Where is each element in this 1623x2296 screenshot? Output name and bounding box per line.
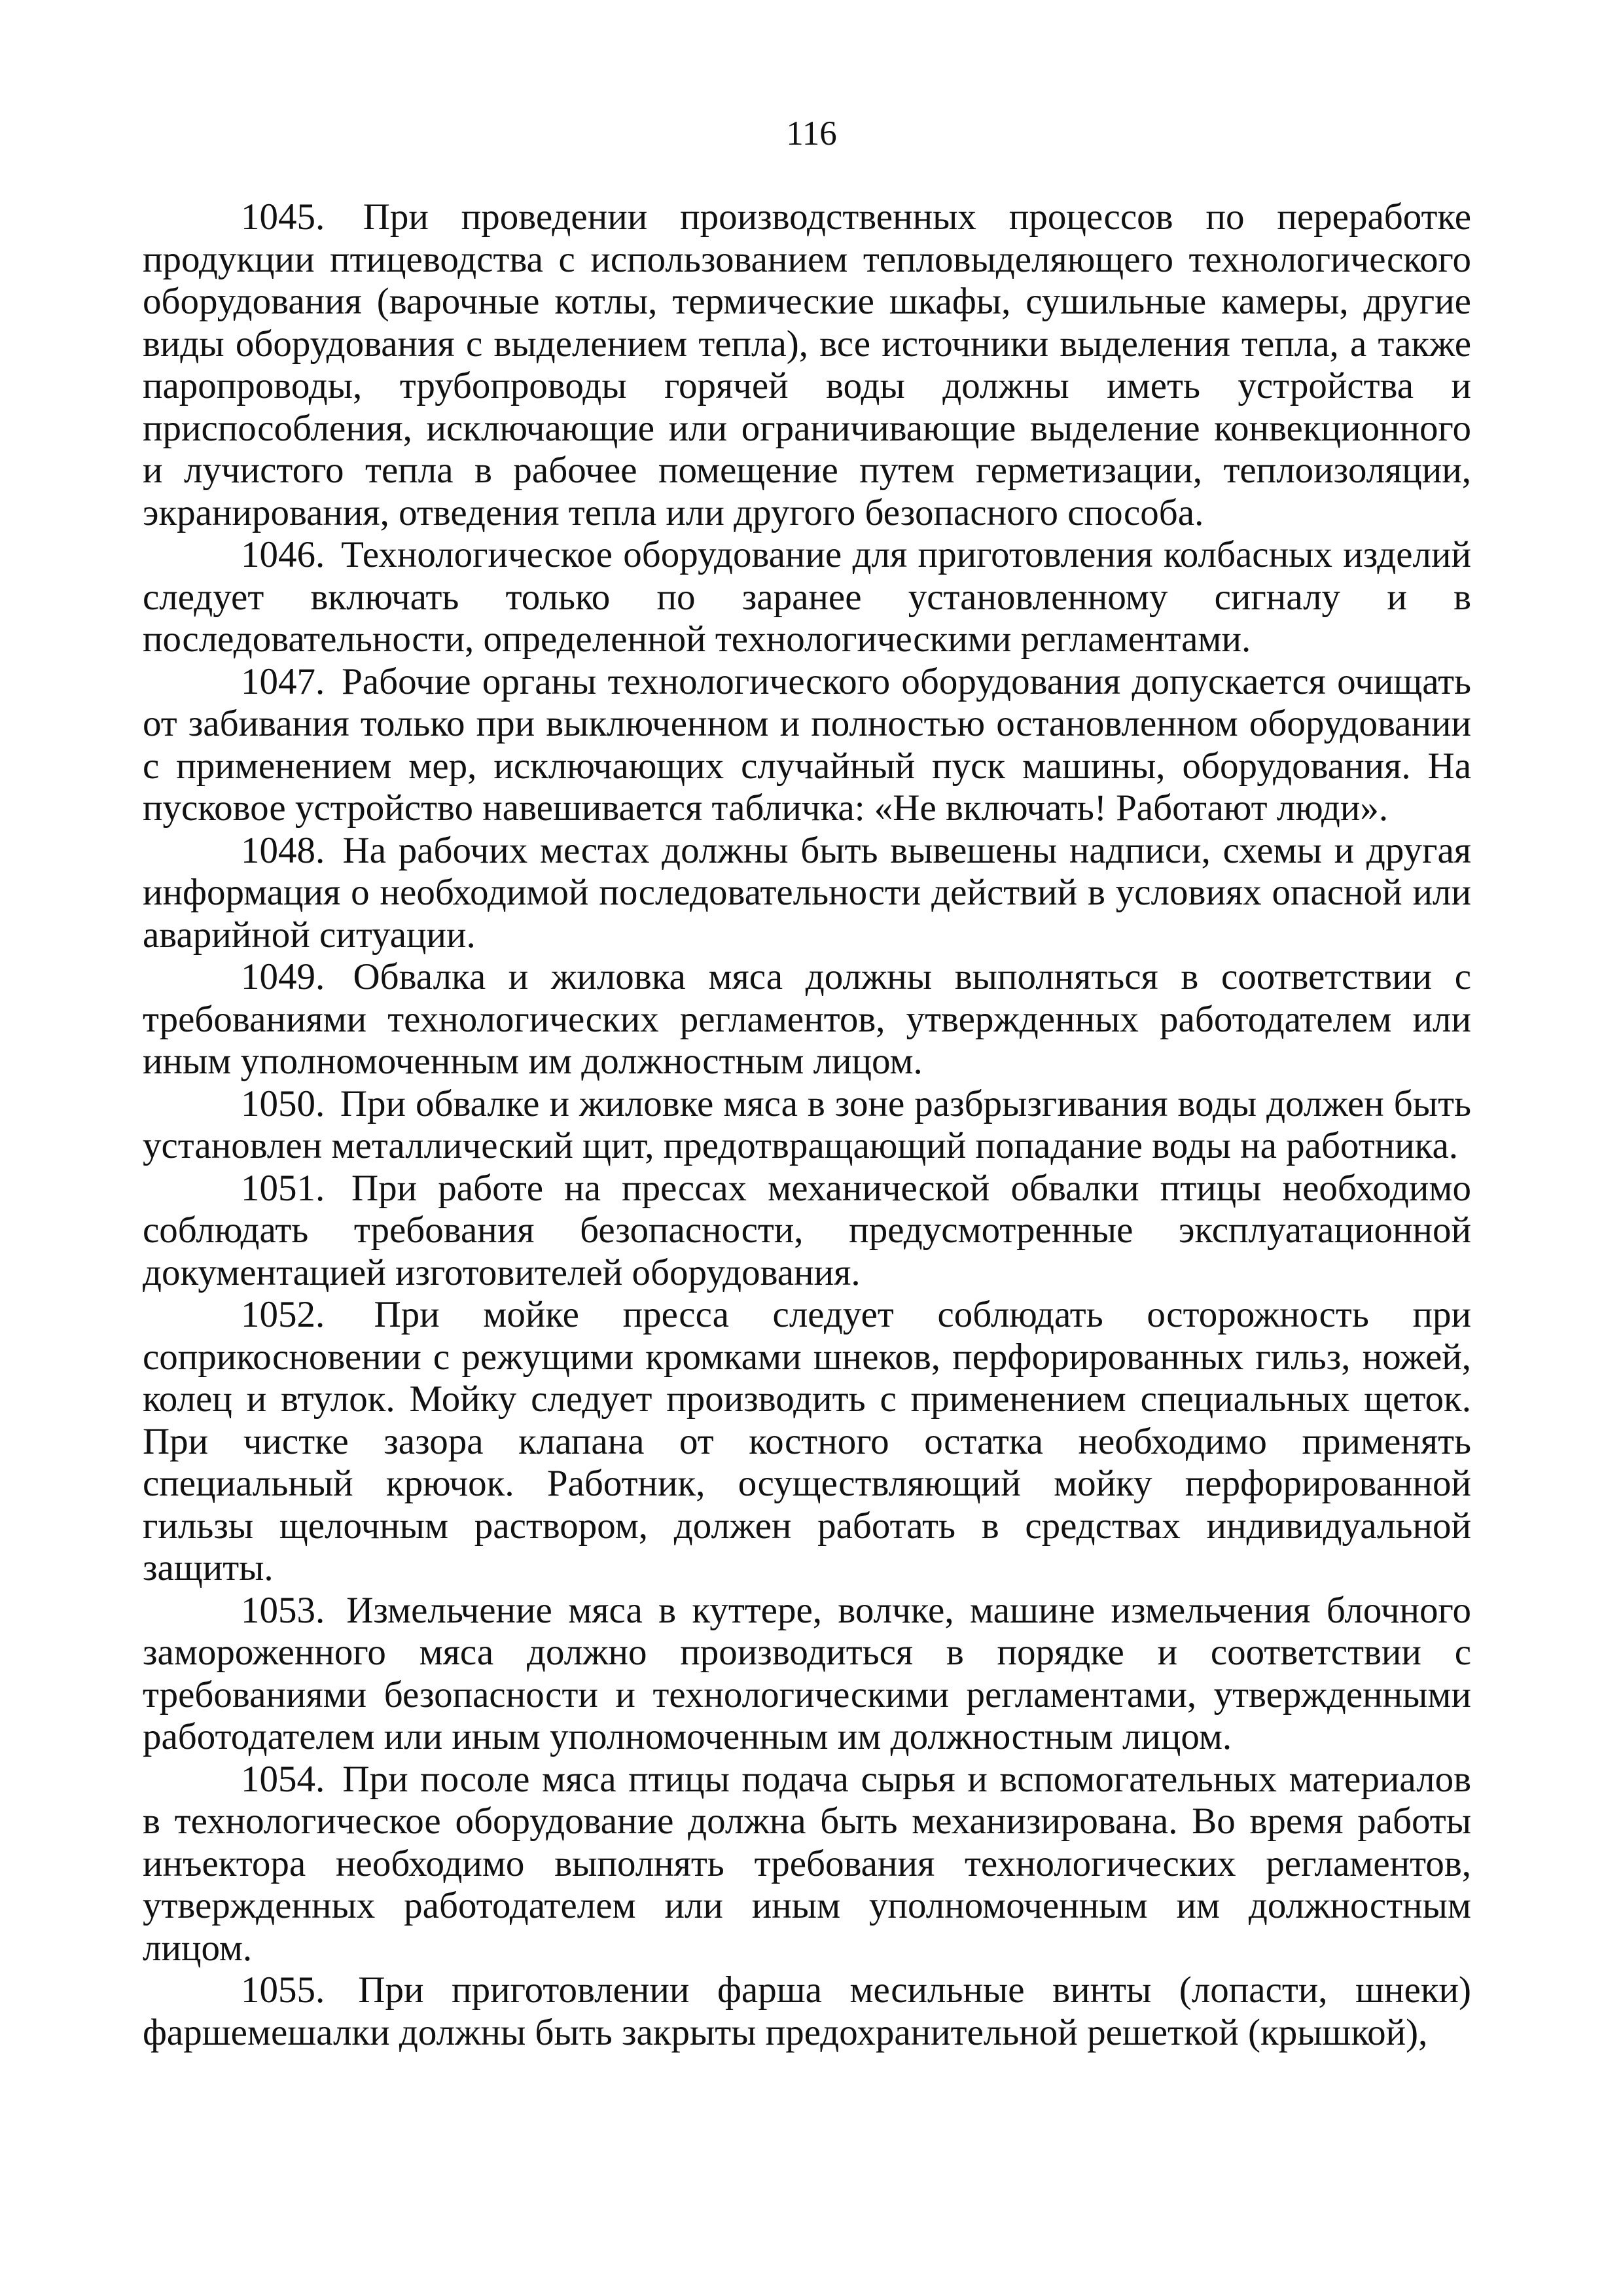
paragraph-text: При приготовлении фарша месильные винты (лопасти, шнеки) фаршемешалки должны быть закрыты предохранительной решеткой (крышкой), bbox=[143, 1969, 1471, 2053]
paragraph-text: При работе на прессах механической обвалки птицы необходимо соблюдать требования безопасности, предусмотренные эксплуатационной документацией изготовителей оборудования. bbox=[143, 1167, 1472, 1293]
paragraph-1046 bbox=[143, 534, 1471, 661]
paragraph-text: При мойке пресса следует соблюдать осторожность при соприкосновении с режущими кромками шнеков, перфорированных гильз, ножей, колец и втулок. Мойку следует производить с применением специальных щеток. При чистке зазора клапана от костного остатка необходимо применять специальный крючок. Работник, осуществляющий мойку перфорированной гильзы щелочным раствором, должен работать в средствах индивидуальной защиты. bbox=[143, 1294, 1471, 1588]
paragraph-number: 1049. bbox=[241, 956, 325, 997]
paragraph-number: 1051. bbox=[241, 1167, 325, 1209]
paragraph-text: Технологическое оборудование для приготовления колбасных изделий следует включать только по заранее установленному сигналу и в последовательности, определенной технологическими регламентами. bbox=[143, 534, 1472, 660]
page-number: 116 bbox=[786, 115, 837, 152]
paragraph-1045 bbox=[143, 196, 1471, 534]
paragraph-text: Измельчение мяса в куттере, волчке, машине измельчения блочного замороженного мяса должно производиться в порядке и соответствии с требованиями безопасности и технологическими регламентами, утвержденными работодателем или иным уполномоченным им должностным лицом. bbox=[143, 1589, 1471, 1757]
paragraph-number: 1054. bbox=[241, 1758, 325, 1800]
paragraph-text: Рабочие органы технологического оборудования допускается очищать от забивания только при выключенном и полностью остановленном оборудовании с применением мер, исключающих случайный пуск машины, оборудования. На пусковое устройство навешивается табличка: «Не включать! Работают люди». bbox=[143, 660, 1471, 829]
paragraph-text: При проведении производственных процессов по переработке продукции птицеводства с использованием тепловыделяющего технологического оборудования (варочные котлы, термические шкафы, сушильные камеры, другие виды оборудования с выделением тепла), все источники выделения тепла, а также паропроводы, трубопроводы горячей воды должны иметь устройства и приспособления, исключающие или ограничивающие выделение конвекционного и лучистого тепла в рабочее помещение путем герметизации, теплоизоляции, экранирования, отведения тепла или другого безопасного способа. bbox=[143, 196, 1471, 533]
paragraph-number: 1046. bbox=[241, 534, 325, 575]
paragraph-text: При обвалке и жиловке мяса в зоне разбрызгивания воды должен быть установлен металлический щит, предотвращающий попадание воды на работника. bbox=[143, 1083, 1472, 1166]
paragraph-1053 bbox=[143, 1590, 1471, 1759]
paragraph-1047 bbox=[143, 661, 1471, 830]
paragraph-number: 1053. bbox=[241, 1589, 325, 1631]
paragraph-text: На рабочих местах должны быть вывешены надписи, схемы и другая информация о необходимой последовательности действий в условиях опасной или аварийной ситуации. bbox=[143, 829, 1472, 956]
paragraph-number: 1055. bbox=[241, 1969, 325, 2011]
paragraph-1051 bbox=[143, 1168, 1471, 1295]
paragraph-text: Обвалка и жиловка мяса должны выполняться в соответствии с требованиями технологических регламентов, утвержденных работодателем или иным уполномоченным им должностным лицом. bbox=[143, 956, 1472, 1082]
paragraph-number: 1047. bbox=[241, 660, 325, 702]
paragraph-1054 bbox=[143, 1759, 1471, 1970]
paragraph-number: 1050. bbox=[241, 1083, 325, 1124]
paragraph-1055 bbox=[143, 1969, 1471, 2054]
paragraph-1050 bbox=[143, 1083, 1471, 1168]
paragraph-number: 1048. bbox=[241, 829, 325, 871]
document-body bbox=[143, 196, 1471, 2054]
paragraph-1048 bbox=[143, 830, 1471, 957]
paragraph-text: При посоле мяса птицы подача сырья и вспомогательных материалов в технологическое оборудование должна быть механизирована. Во время работы инъектора необходимо выполнять требования технологических регламентов, утвержденных работодателем или иным уполномоченным им должностным лицом. bbox=[143, 1758, 1471, 1969]
paragraph-1052 bbox=[143, 1294, 1471, 1590]
paragraph-number: 1052. bbox=[241, 1294, 325, 1335]
paragraph-number: 1045. bbox=[241, 196, 325, 238]
paragraph-1049 bbox=[143, 956, 1471, 1083]
